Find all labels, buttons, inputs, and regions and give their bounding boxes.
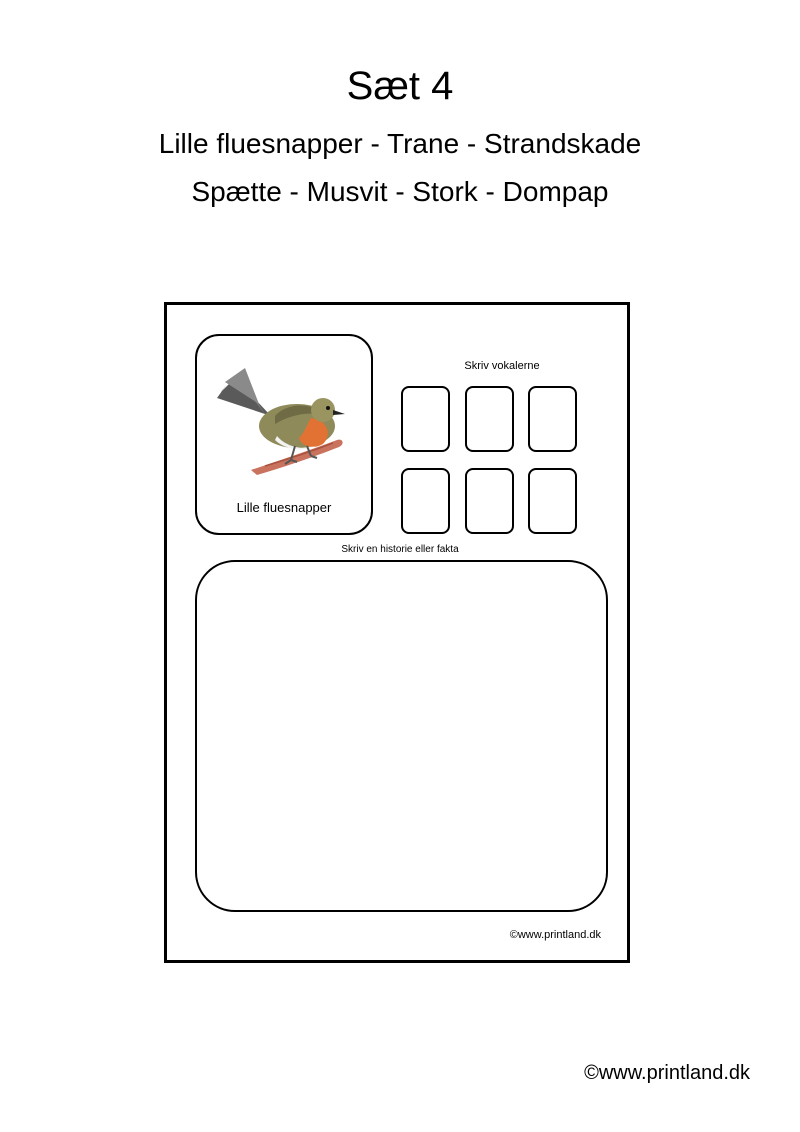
page-copyright: ©www.printland.dk (584, 1062, 750, 1084)
worksheet-copyright: ©www.printland.dk (509, 929, 601, 941)
robin-bird-illustration (215, 358, 355, 476)
vowel-instruction: Skriv vokalerne (464, 360, 540, 372)
vowel-box[interactable] (401, 386, 450, 452)
vowel-box[interactable] (528, 386, 577, 452)
page-title: Sæt 4 (346, 64, 454, 108)
vowel-box[interactable] (465, 386, 514, 452)
bird-card (195, 334, 373, 535)
bird-name-label: Lille fluesnapper (236, 500, 332, 515)
story-writing-area[interactable] (195, 560, 608, 912)
story-instruction: Skriv en historie eller fakta (341, 544, 459, 555)
bird-list-line-2: Spætte - Musvit - Stork - Dompap (191, 176, 609, 207)
vowel-box[interactable] (528, 468, 577, 534)
bird-list-line-1: Lille fluesnapper - Trane - Strandskade (158, 128, 642, 159)
worksheet (164, 302, 630, 963)
vowel-box[interactable] (401, 468, 450, 534)
vowel-box[interactable] (465, 468, 514, 534)
